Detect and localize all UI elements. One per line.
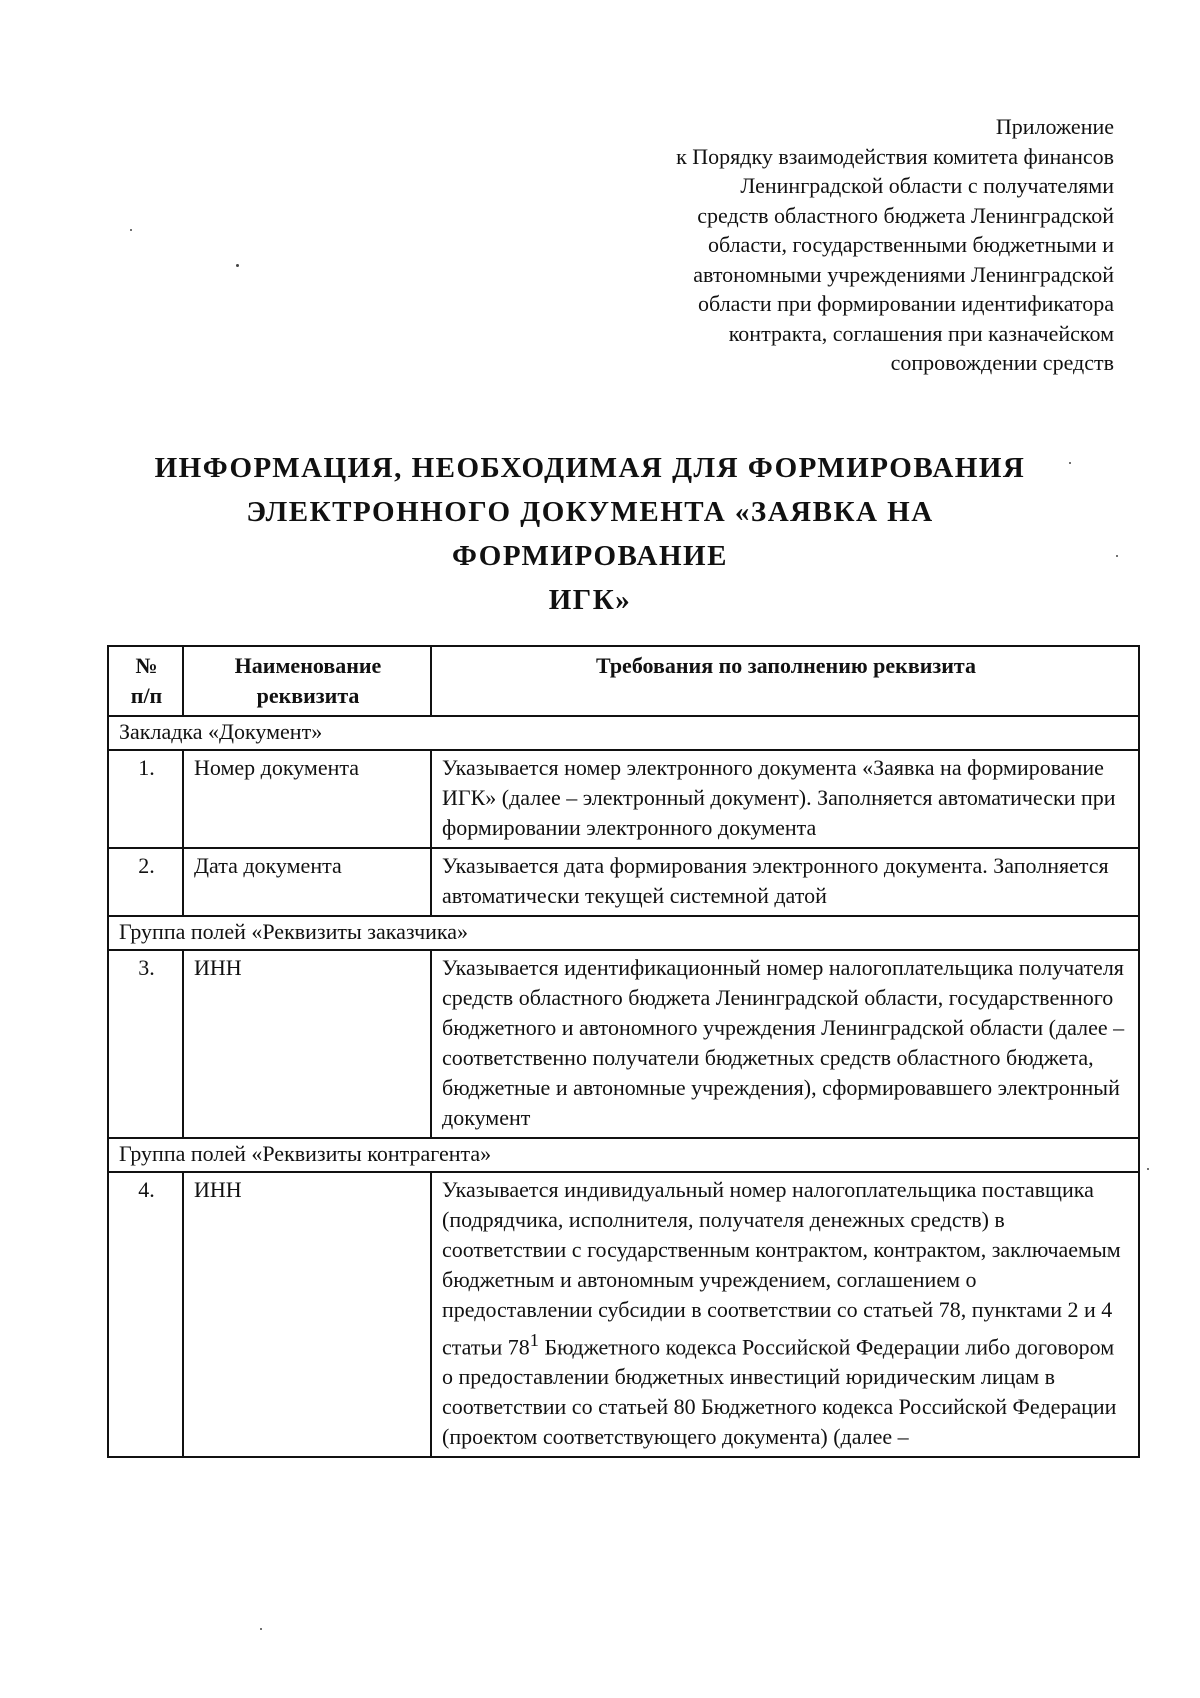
- appendix-line: Приложение: [995, 114, 1114, 139]
- scan-speck: [1147, 1168, 1149, 1170]
- group-label: Закладка «Документ»: [108, 716, 1139, 750]
- superscript-marker: 1: [529, 1330, 539, 1350]
- header-name: [183, 646, 431, 716]
- group-label: Группа полей «Реквизиты контрагента»: [108, 1138, 1139, 1172]
- group-row: [108, 916, 1139, 950]
- row-requirement: Указывается идентификационный номер налогоплательщика получателя средств областного бюджета Ленинградской области, государственного бюджетного и автономного учреждения Ленинградской области (далее – соответственно получатели бюджетных средств областного бюджета, бюджетные и автономные учреждения), сформировавшего электронный документ: [431, 950, 1139, 1138]
- title-line: ЭЛЕКТРОННОГО ДОКУМЕНТА «ЗАЯВКА НА ФОРМИРОВАНИЕ: [246, 496, 934, 572]
- appendix-block: [676, 112, 1114, 378]
- row-number: 4.: [108, 1172, 183, 1457]
- scan-speck: [130, 229, 132, 231]
- row-requirement: [431, 1172, 1139, 1457]
- appendix-line: автономными учреждениями Ленинградской: [693, 261, 1114, 287]
- requirement-text-part2: Бюджетного кодекса Российской Федерации либо договором о предоставлении бюджетных инвестиций юридическим лицам в соответствии со статьей 80 Бюджетного кодекса Российской Федерации (проектом соответствующего документа) (далее –: [442, 1334, 1117, 1450]
- scan-speck: [1116, 555, 1118, 557]
- header-requirements: Требования по заполнению реквизита: [431, 646, 1139, 716]
- appendix-line: области при формировании идентификатора: [698, 291, 1114, 316]
- requirement-text-part1: Указывается индивидуальный номер налогоплательщика поставщика (подрядчика, исполнителя, получателя денежных средств) в соответствии с государственным контрактом, контрактом, заключаемым бюджетным и автономным учреждением, соглашением о предоставлении субсидии в соответствии со статьей 78, пунктами 2 и 4 статьи 78: [442, 1177, 1121, 1360]
- table-row: [108, 1172, 1139, 1457]
- table-row: [108, 750, 1139, 848]
- table-row: [108, 950, 1139, 1138]
- appendix-line: средств областного бюджета Ленинградской: [697, 202, 1114, 228]
- row-number: 1.: [108, 750, 183, 848]
- header-name-line1: Наименование: [234, 653, 382, 678]
- row-number: 2.: [108, 848, 183, 916]
- requirements-table: [107, 645, 1140, 1458]
- row-name: ИНН: [183, 1172, 431, 1457]
- appendix-line: контракта, соглашения при казначейском: [728, 320, 1114, 346]
- group-label: Группа полей «Реквизиты заказчика»: [108, 916, 1139, 950]
- row-name: Дата документа: [183, 848, 431, 916]
- group-row: [108, 716, 1139, 750]
- table-row: [108, 848, 1139, 916]
- row-number: 3.: [108, 950, 183, 1138]
- table-header-row: [108, 646, 1139, 716]
- header-number-line2: п/п: [130, 683, 163, 708]
- appendix-line: Ленинградской области с получателями: [740, 173, 1114, 198]
- row-requirement: Указывается дата формирования электронного документа. Заполняется автоматически текущей системной датой: [431, 848, 1139, 916]
- row-name: ИНН: [183, 950, 431, 1138]
- scan-speck: [260, 1628, 262, 1630]
- header-name-line2: реквизита: [256, 683, 360, 708]
- scan-speck: [1069, 462, 1071, 464]
- appendix-line: сопровождении средств: [890, 350, 1114, 375]
- appendix-line: области, государственными бюджетными и: [707, 232, 1114, 257]
- group-row: [108, 1138, 1139, 1172]
- document-title: [120, 446, 1060, 622]
- row-requirement: Указывается номер электронного документа «Заявка на формирование ИГК» (далее – электронный документ). Заполняется автоматически при формировании электронного документа: [431, 750, 1139, 848]
- appendix-line: к Порядку взаимодействия комитета финансов: [676, 143, 1114, 169]
- title-line: ИГК»: [548, 584, 632, 616]
- row-name: Номер документа: [183, 750, 431, 848]
- scan-speck: [236, 264, 239, 267]
- header-number: [108, 646, 183, 716]
- header-number-line1: №: [135, 653, 158, 678]
- title-line: ИНФОРМАЦИЯ, НЕОБХОДИМАЯ ДЛЯ ФОРМИРОВАНИЯ: [154, 452, 1026, 484]
